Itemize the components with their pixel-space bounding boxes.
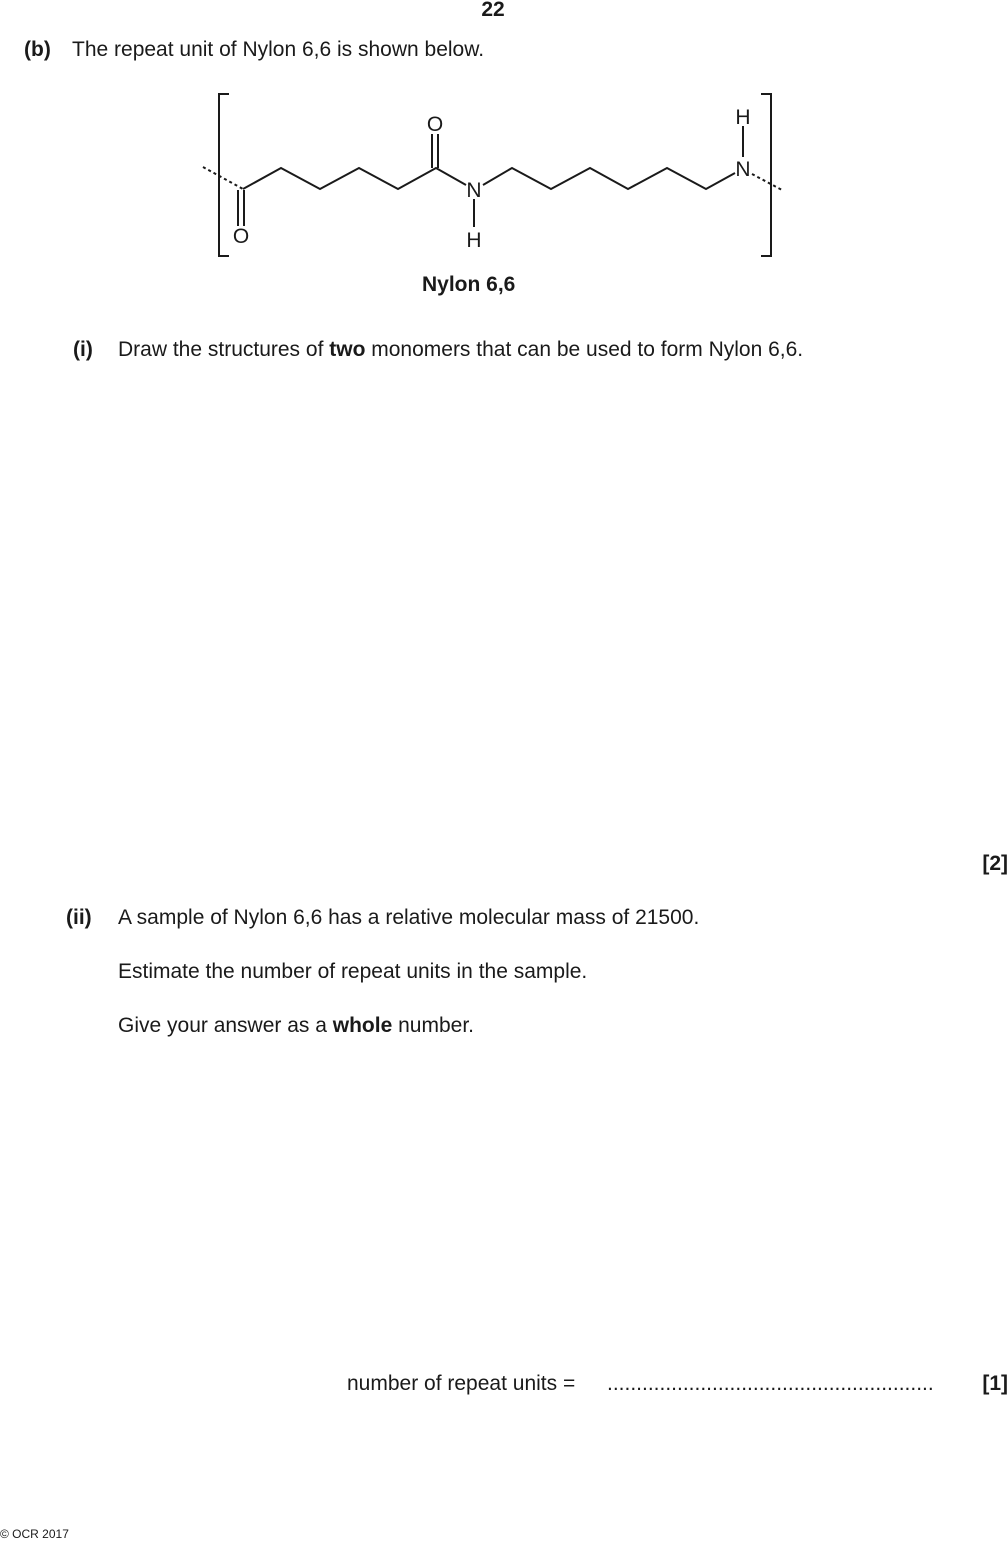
part-i-text-before: Draw the structures of — [118, 338, 330, 361]
structure-caption: Nylon 6,6 — [422, 273, 516, 296]
part-i-marks: [2] — [982, 852, 1008, 875]
atom-h-right: H — [735, 106, 751, 129]
part-b-text: The repeat unit of Nylon 6,6 is shown below. — [72, 38, 485, 61]
part-ii-line3-bold: whole — [332, 1014, 393, 1037]
part-ii-line3-before: Give your answer as a — [118, 1014, 333, 1037]
part-i-text-after: monomers that can be used to form Nylon 6,6. — [365, 338, 804, 361]
part-i-label: (i) — [73, 338, 93, 361]
atom-n-middle: N — [466, 179, 482, 202]
atom-n-right: N — [735, 158, 751, 181]
acid-chain-bonds — [243, 168, 466, 189]
answer-line[interactable]: ........................................................ — [607, 1372, 934, 1395]
right-bracket — [761, 94, 771, 256]
atom-o-top: O — [426, 113, 444, 136]
left-dashed-bond — [203, 167, 243, 189]
atom-h-middle: H — [466, 229, 482, 252]
part-ii-label: (ii) — [66, 906, 92, 929]
atom-o-bottom: O — [232, 225, 250, 248]
answer-label: number of repeat units = — [347, 1372, 576, 1395]
part-i-answer-space[interactable] — [118, 378, 978, 838]
part-i-question — [118, 337, 803, 363]
right-dashed-bond — [752, 174, 782, 190]
part-ii-line3-after: number. — [392, 1014, 474, 1037]
copyright-footer: © OCR 2017 — [0, 1527, 69, 1541]
nylon-repeat-unit-structure — [195, 85, 795, 265]
part-ii-marks: [1] — [982, 1372, 1008, 1395]
part-i-text-bold: two — [329, 338, 366, 361]
part-ii-line1: A sample of Nylon 6,6 has a relative molecular mass of 21500. — [118, 906, 700, 929]
left-bracket — [219, 94, 229, 256]
part-ii-line3 — [118, 1013, 474, 1039]
part-ii-line2: Estimate the number of repeat units in the sample. — [118, 960, 588, 983]
page-number: 22 — [481, 0, 505, 21]
part-b-label: (b) — [24, 38, 51, 61]
amine-chain-bonds — [483, 168, 735, 189]
part-ii-working-space[interactable] — [118, 1050, 978, 1350]
